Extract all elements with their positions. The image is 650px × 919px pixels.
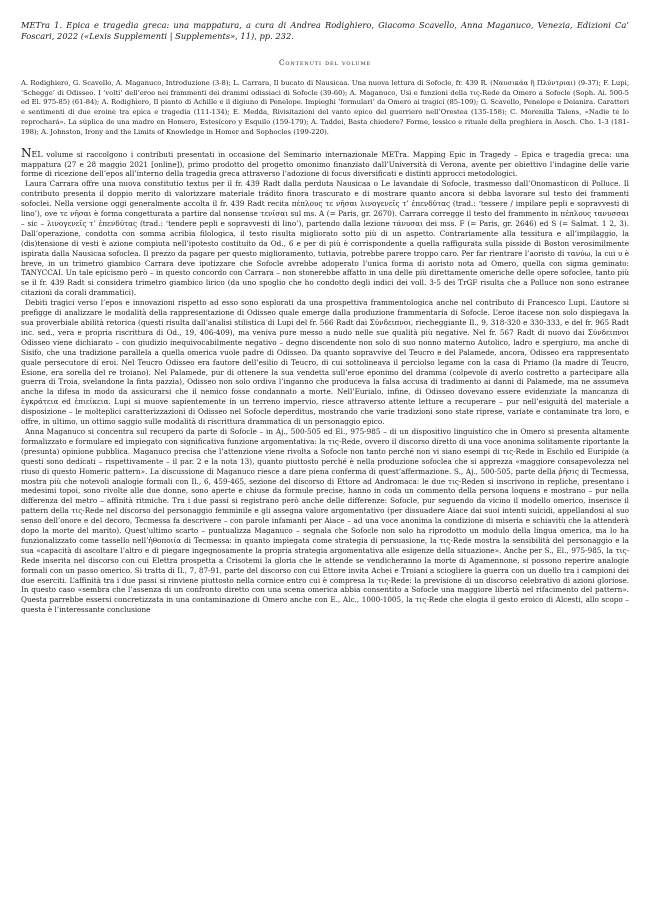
paragraph-maganuco: Anna Maganuco si concentra sul recupero da parte di Sofocle – in Aj., 500-505 ed El., 975-985 – di un dispositivo linguistico che in Omero si presenta altamente formalizzato e formulare ed impiegato con significativa funzione argomentativa: la τις-Rede, ovvero il discorso diretto di una voce anonima solitamente riportante la (presunta) opinione pubblica. Maganuco precisa che l’attenzione viene rivolta a Sofocle non tanto perché non vi siano esempi di τις-Rede in Eschilo ed Euripide (a questi sono dedicati – rispettivamente – il par. 2 e la nota 13), quanto piuttosto perché è nella produzione sofoclea che si apprezza «maggiore consapevolezza nel riuso di questo Homeric pattern». La discussione di Maganuco riesce a dare piena conferma di quest’affermazione. S., Aj., 500-505, parte della ῥῆσις di Tecmessa, mostra più che notevoli analogie formali con Il., 6, 459-465, sezione del discorso di Ettore ad Andromaca: le due τις-Reden si inscrivono in repliche, presentano i medesimi topoi, sono rivolte alle due donne, sono aperte e chiuse da formule precise, hanno in coda un commento della persona loquens e mostrano – pur nella differenza del metro – affinità ritmiche. Tra i due passi si registrano però anche delle differenze: Sofocle, pur seguendo da vicino il modello omerico, inserisce il pattern della τις-Rede nel discorso del personaggio femminile e gli assegna valore argomentativo (per dissuadere Aiace dai suoi intenti suicidi, appellandosi al suo senso dell’onore e del decoro, Tecmessa fa descrivere – con parole infamanti per Aiace – ad una voce anonima la condizione di miseria e schiavitù che la attenderà dopo la morte del marito). Quest’ultimo scarto – puntualizza Maganuco – segnala che Sofocle non solo ha riprodotto un modulo della lingua omerica, ma lo ha funzionalizzato come tassello nell’ἠθοποιία di Tecmessa: in quanto impiegata come strategia di persuasione, la τις-Rede mostra la sensibilità del personaggio e la sua «capacità di ascoltare l’altro e di piegare ingegnosamente la propria strategia argomentativa alle esigenze della situazione». Anche per S., El., 975-985, la τις-Rede inserita nel discorso con cui Elettra prospetta a Crisotemi la gloria che le attende se vendicheranno la morte di Agamennone, si possono reperire analogie formali con un passo omerico. Si tratta di Il., 7, 87-91, parte del discorso con cui Ettore invita Achei e Troiani a sciogliere la guerra con un duello tra i campioni dei due eserciti. L’affinità tra i due passi si rinviene piuttosto nella cornice entro cui è compresa la τις-Rede: la previsione di un discorso celebrativo di azioni gloriose. In questo caso «sembra che l’assenza di un confronto diretto con una scena omerica abbia consentito a Sofocle una maggiore libertà nel rifacimento del pattern». Questa parrebbe essersi concretizzata in una contaminazione di Omero anche con E., Alc., 1000-1005, la τις-Rede che elogia il gesto eroico di Alcesti, allo scopo – questa è l’interessante conclusione <box>21 426 629 615</box>
review-body <box>21 145 629 616</box>
paragraph-lupi: Debiti tragici verso l’epos e innovazioni rispetto ad esso sono esplorati da una prospettiva frammentologica anche nel contributo di Francesco Lupi. L’autore si prefigge di analizzare le modalità della rappresentazione di Odisseo quale emerge dalla produzione frammentaria di Sofocle. L’eroe itacese non solo dispiegava la sua proverbiale abilità retorica (questi risulta dall’analisi stilistica di Lupi del fr. 566 Radt dai Σύνδειπνοι, riecheggiante Il., 9, 318-320 e 330-333, e del fr. 965 Radt inc. sed., vera e propria riscrittura di Od., 19, 406-409), ma veniva pure messo a nudo nelle sue qualità più negative. Nel fr. 567 Radt di nuovo dai Σύνδειπνοι Odisseo viene dichiarato – con giudizio inequivocabilmente negativo – degno discendente non solo di suo nonno materno Autolico, ladro e spergiuro, ma anche di Sisifo, che una tradizione parallela a quella omerica vuole padre di Odisseo. Da quanto sopravvive del Teucro e del Palamede, ancora, Odisseo era rappresentato quale persecutore di eroi. Nel Teucro Odisseo era fautore dell’esilio di Teucro, di cui sottolineava il perciolso legame con la casa di Priamo (la madre di Teucro, Esione, era sorella del re troiano). Nel Palamede, pur di ottenere la sua vendetta sull’eroe eponimo del dramma (colpevole di averlo costretto a partecipare alla guerra di Troia, svelandone la finta pazzia), Odisseo non solo ordiva l’inganno che produceva la falsa accusa di tradimento ai danni di Palamede, ma ne assumeva anche la difesa in modo da assicurarsi che il nemico fosse condannato a morte. Nell’Eurialo, infine, di Odisseo dovevano essere evidenziate la mancanza di ἐγκράτεια ed ἐπιείκεια. Lupi si muove sapientemente in un terreno impervio, riesce attraverso attente letture a recuperare – pur nell’esiguità del materiale a disposizione – le molteplici caratterizzazioni di Odisseo nel Sofocle deperditus, mostrando che varie tradizioni sono state riprese, variate e contaminate tra loro, e offre, in ultimo, un ottimo saggio sulle modalità di riscrittura drammatica di un personaggio epico. <box>21 298 629 427</box>
paragraph-intro <box>21 145 629 180</box>
contents-heading: Contenuti del volume <box>278 57 372 67</box>
contents-list: A. Rodighiero, G. Scavello, A. Maganuco, Introduzione (3-8); L. Carrara, Il bucato di Nausicaa. Una nuova lettura di Sofocle, fr. 439 R. (Ναυσικάα ἢ Πλύντριαι) (9-37); F. Lupi, ‘Schegge’ di Odisseo. I ‘volti’ dell’eroe nei frammenti dei drammi odissiaci di Sofocle (39-60); A. Maganuco, Usi e funzioni della τις-Rede da Omero a Sofocle (Soph. Ai. 500-5 ed El. 975-85) (61-84); A. Rodighiero, Il pianto di Achille e il digiuno di Penelope. Impieghi ‘formulari’ da Omero ai tragici (85-109); G. Scavello, Penelope e Deianira. Caratteri e sentimenti di due eroine tra epica e tragedia (111-134); E. Medda, Rivisitazioni del vanto epico del guerriero nell’Orestea (135-158); C. Morenilla Talens, «Nadie te lo reprochará». La súplica de una madre en Homero, Estesícoro y Esquilo (159-179); A. Taddei, Basta chiedere? Forme, lessico e rituale della preghiera in Aesch. Cho. 1-3 (181-198); A. Johnston, Irony and the Limits of Knowledge in Homer and Sophocles (199-220). <box>21 78 629 136</box>
paragraph-carrara: Laura Carrara offre una nuova constitutio textus per il fr. 439 Radt dalla perduta Nausicaa o Le lavandaie di Sofocle, trasmesso dall’Onomasticon di Polluce. Il contributo presenta il doppio merito di valorizzare materiale trádito finora trascurato e di mostrare quanto ancora si debba lavorare sul testo dei frammenti sofoclei. Nella versione oggi generalmente accolta il fr. 439 Radt recita πέπλους τε νῆσαι λινογενεῖς τ’ ἐπενδύτας (trad.: ‘tessere / impilare pepli e sopravvesti di lino’), ove τε νῆσαι è forma congetturata a partire dal nonsense τενῖσαι sul ms. A (= Paris, gr. 2670). Carrara corregge il testo del frammento in πέπλους τανυσσαι – sic – λινογενεῖς τ’ ἐπενδύτας (trad.: ‘tendere pepli e sopravvesti di lino’), partendo dalla lezione τάνυσαι dei mss. F (= Paris, gr. 2646) ed S (= Salmat. 1 2, 3). Dall’operazione, condotta con somma acribia filologica, il testo risulta migliorato sotto più di un aspetto. Contrariamente alla tessitura e all’impilaggio, la (dis)tensione di vesti è azione compiuta nell’ipotesto costituito da Od., 6 e per di più è corrispondente a quella raffigurata sulla pisside di Boston verosimilmente ispirata dalla Nausicaa sofoclea. Il prezzo da pagare per questo miglioramento, tuttavia, potrebbe parere troppo caro. Per far rientrare l’aoristo di τανύω, la cui υ è breve, in un trimetro giambico Carrara deve ipotizzare che Sofocle avrebbe adoperato l’unica forma di aoristo nota ad Omero, quella con sigma geminato: TANYCCAI. Un tale epicismo però – in questo concordo con Carrara – non stonerebbe affatto in una delle più direttamente omeriche delle opere sofoclee, tanto più se il fr. 439 Radt si considera trimetro giambico lirico (da uno spoglio che ho condotto degli indici dei voll. 3-5 dei TrGF risulta che a Polluce non sono estranee citazioni da corali drammatici). <box>21 179 629 298</box>
bibliographic-citation: METra 1. Epica e tragedia greca: una mappatura, a cura di Andrea Rodighiero, Giacomo Scavello, Anna Maganuco, Venezia, Edizioni Ca’ Foscari, 2022 («Lexis Supplementi | Supplements», 11), pp. 232. <box>21 20 629 42</box>
drop-initial: Nel <box>21 145 43 160</box>
paragraph-intro-text: volume si raccolgono i contributi presentati in occasione del Seminario internazionale METra. Mapping Epic in Tragedy – Epica e tragedia greca: una mappatura (27 e 28 maggio 2021 [online]), primo prodotto del progetto omonimo finanziato dall’Università di Verona, avente per obiettivo l’indagine delle varie forme di ricezione dell’epos all’interno della tragedia greca attraverso l’adozione di focus diversificati e distinti approcci metodologici. <box>21 149 629 179</box>
